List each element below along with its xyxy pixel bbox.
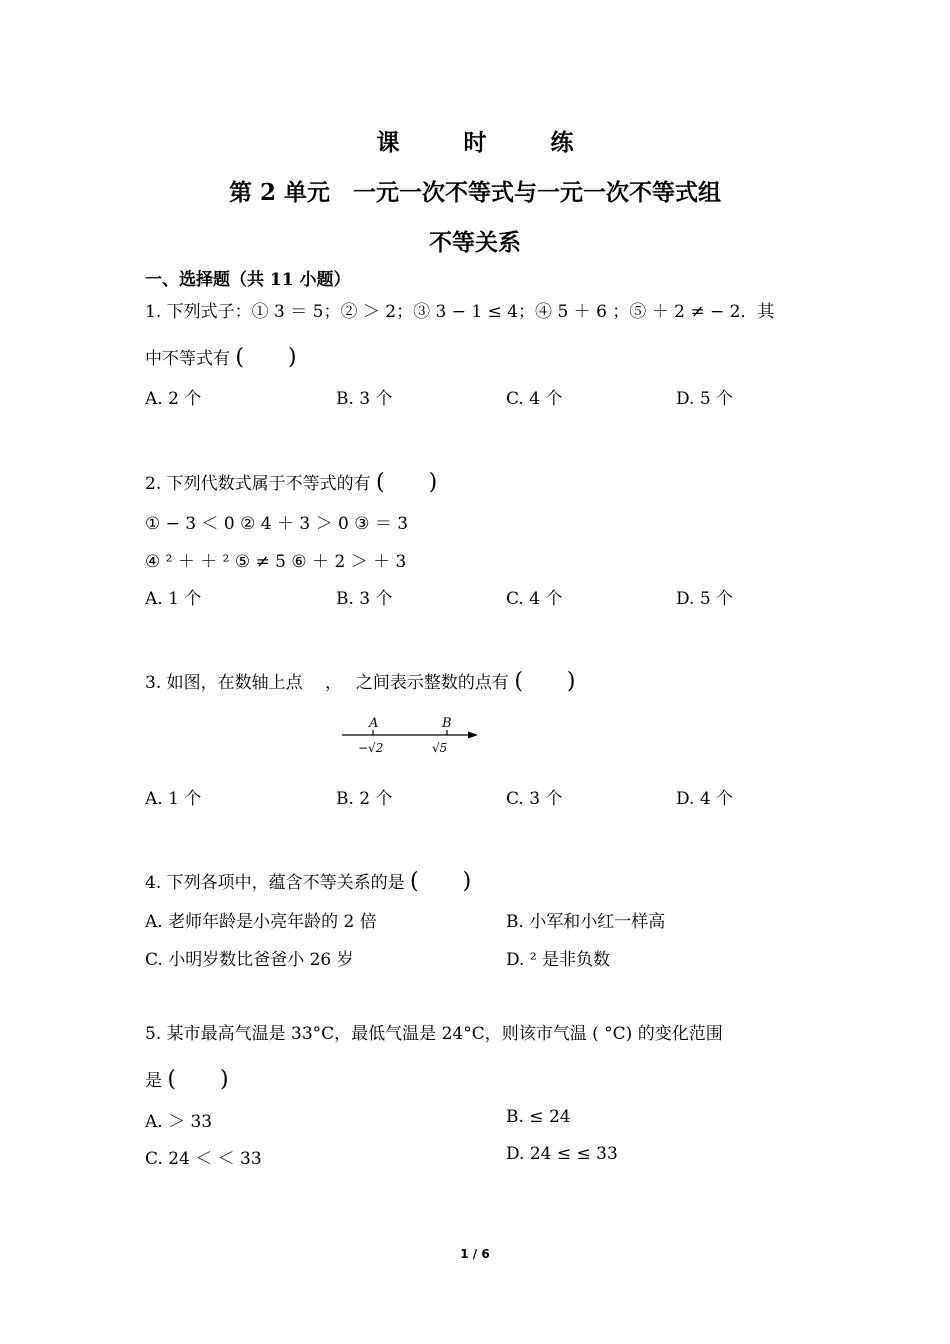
q4-option-b: B. 小军和小红一样高: [506, 912, 666, 932]
q2-stem: 2. 下列代数式属于不等式的有: [145, 474, 371, 494]
q2-line-1: [145, 465, 437, 496]
q5-line-1: 5. 某市最高气温是 33°C，最低气温是 24°C，则该市气温 ( °C) 的变化范围: [145, 1024, 723, 1044]
q4-option-c: C. 小明岁数比爸爸小 26 岁: [145, 950, 354, 970]
q2-line-3: ④ ² ＋ ＋ ² ⑤ ≠ 5 ⑥ ＋ 2 ＞ ＋ 3: [145, 552, 407, 572]
q3-option-d: D. 4 个: [676, 789, 734, 809]
q1-stem-end: 中不等式有: [145, 349, 230, 369]
q3-option-c: C. 3 个: [506, 789, 563, 809]
q4-line-1: [145, 864, 471, 895]
page-number: 1 / 6: [460, 1247, 490, 1261]
value-a-label: −√2: [358, 741, 384, 755]
q1-option-d: D. 5 个: [676, 389, 734, 409]
q2-option-a: A. 1 个: [145, 589, 202, 609]
value-b-label: √5: [432, 741, 448, 755]
q4-stem: 4. 下列各项中，蕴含不等关系的是: [145, 873, 405, 893]
q2-option-c: C. 4 个: [506, 589, 563, 609]
lesson-title: 不等关系: [429, 229, 521, 256]
q4-option-d: D. ² 是非负数: [506, 950, 611, 970]
q3-option-b: B. 2 个: [336, 789, 393, 809]
q1-line-2: [145, 340, 297, 371]
q1-option-c: C. 4 个: [506, 389, 563, 409]
q5-option-b: B. ≤ 24: [506, 1107, 571, 1127]
q2-option-d: D. 5 个: [676, 589, 734, 609]
q5-option-c: C. 24 ＜ ＜ 33: [145, 1149, 262, 1169]
q1-line-1: 1. 下列式子：① 3 ＝ 5；② ＞ 2；③ 3 − 1 ≤ 4；④ 5 ＋ 6 ；⑤ ＋ 2 ≠ − 2．其: [145, 302, 775, 322]
q5-option-a: A. ＞ 33: [145, 1112, 213, 1132]
q1-option-b: B. 3 个: [336, 389, 393, 409]
number-line-figure: [340, 712, 485, 760]
q2-option-b: B. 3 个: [336, 589, 393, 609]
section-title: 一、选择题（共 11 小题）: [145, 270, 351, 290]
q5-answer-paren: ( ): [167, 1067, 229, 1092]
doc-title: 课 时 练: [376, 129, 602, 156]
q4-answer-paren: ( ): [410, 869, 472, 894]
point-b-label: B: [442, 716, 452, 731]
unit-title: 第 2 单元 一元一次不等式与一元一次不等式组: [228, 179, 722, 206]
q4-option-a: A. 老师年龄是小亮年龄的 2 倍: [145, 912, 377, 932]
q5-stem-end: 是: [145, 1071, 162, 1091]
q5-line-2: [145, 1062, 229, 1093]
q5-option-d: D. 24 ≤ ≤ 33: [506, 1144, 618, 1164]
number-line-arrow: [468, 732, 478, 739]
q1-option-a: A. 2 个: [145, 389, 202, 409]
q1-answer-paren: ( ): [235, 345, 297, 370]
q3-answer-paren: ( ): [514, 669, 576, 694]
q3-stem: 3. 如图，在数轴上点 ， 之间表示整数的点有: [145, 673, 509, 693]
q2-line-2: ① − 3 ＜ 0 ② 4 ＋ 3 ＞ 0 ③ ＝ 3: [145, 514, 409, 534]
q3-line-1: [145, 664, 576, 695]
point-a-label: A: [369, 716, 379, 731]
q3-option-a: A. 1 个: [145, 789, 202, 809]
q2-answer-paren: ( ): [376, 470, 438, 495]
